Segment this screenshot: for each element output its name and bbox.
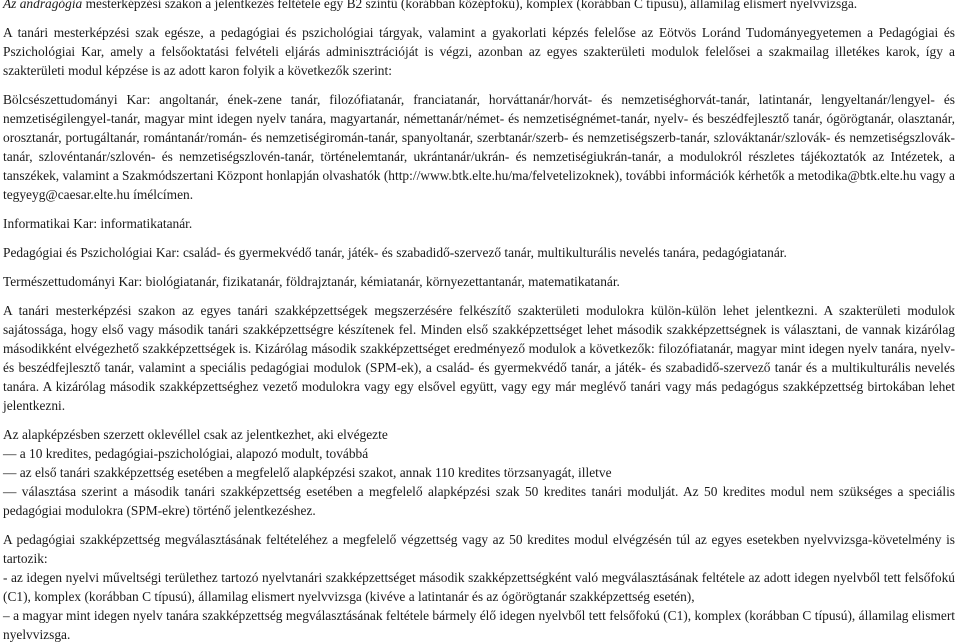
bachelor-item: — választása szerint a második tanári szakképzettség esetében a megfelelő alapképzési szak 50 kredites tanári modulját. Az 50 kredites modul nem szükséges a speciális pedagógiai modulokra (SPM-ekre) történő jelentkezéshez. — [3, 484, 955, 518]
language-lead: A pedagógiai szakképzettség megválasztásának feltételéhez a megfelelő végzettség vagy az 50 kredites modul elvégzésén túl az egyes esetekben nyelvvizsga-követelmény is tartozik: — [3, 532, 955, 566]
bachelor-item: — a 10 kredites, pedagógiai-pszichológiai, alapozó modult, továbbá — [3, 446, 369, 461]
bachelor-paragraph — [3, 425, 955, 520]
bachelor-item: — az első tanári szakképzettség esetében a megfelelő alapképzési szakot, annak 110 kredites törzsanyagát, illetve — [3, 465, 612, 480]
intro-term: Az andragógia — [3, 0, 83, 11]
ppk-paragraph: Pedagógiai és Pszichológiai Kar: család- és gyermekvédő tanár, játék- és szabadidő-szervező tanár, multikulturális nevelés tanára, pedagógiatanár. — [3, 245, 787, 260]
intro-paragraph — [3, 0, 955, 13]
ik-paragraph: Informatikai Kar: informatikatanár. — [3, 216, 193, 231]
language-item: – a magyar mint idegen nyelv tanára szakképzettség megválasztásának feltétele bármely élő idegen nyelvből tett felsőfokú (C1), komplex (korábban C típusú), államilag elismert nyelvvizsga. — [3, 608, 955, 642]
intro-text: mesterképzési szakon a jelentkezés feltétele egy B2 szintű (korábban középfokú), komplex (korábban C típusú), államilag elismert nyelvvizsga. — [82, 0, 858, 11]
btk-paragraph: Bölcsészettudományi Kar: angoltanár, ének-zene tanár, filozófiatanár, franciatanár, horváttanár/horvát- és nemzetiséghorvát-tanár, latintanár, lengyeltanár/lengyel- és nemzetiségilengyel-tanár, magyar mint idegen nyelv tanára, magyartanár, némettanár/német- és nemzetiségnémet-tanár, nyelv- és beszédfejlesztő tanár, ógörögtanár, olasztanár, orosztanár, portugáltanár, romántanár/román- és nemzetiségiromán-tanár, spanyoltanár, szerbtanár/szerb- és nemzetiségszerb-tanár, szlováktanár/szlovák- és nemzetiségszlovák-tanár, szlovéntanár/szlovén- és nemzetiségszlovén-tanár, történelemtanár, ukrántanár/ukrán- és nemzetiségiukrán-tanár, a modulokról részletes tájékoztatók az Intézetek, a tanszékek, valamint a Szakmódszertani Központ honlapján olvashatók (http://www.btk.elte.hu/ma/felvetelizoknek), további információk kérhetők a metodika@btk.elte.hu vagy a tegyeyg@caesar.elte.hu ímélcímen. — [3, 92, 955, 202]
language-item: - az idegen nyelvi műveltségi területhez tartozó nyelvtanári szakképzettséget második szakképzettségként való megválasztásának feltétele az adott idegen nyelvből tett felsőfokú (C1), komplex (korábban C típusú), államilag elismert nyelvvizsga (kivéve a latintanár és az ógörögtanár szakképzettség esetén), — [3, 570, 955, 604]
overview-paragraph: A tanári mesterképzési szak egésze, a pedagógiai és pszichológiai tárgyak, valamint a gyakorlati képzés felelőse az Eötvös Loránd Tudományegyetemen a Pedagógiai és Pszichológiai Kar, amely a felsőoktatási felvételi eljárás adminisztrációját is végzi, azonban az egyes szakterületi modulok felelősei a szakmailag illetékes karok, így a szakterületi modul képzése is az adott karon folyik a következők szerint: — [3, 25, 955, 78]
bachelor-lead: Az alapképzésben szerzett oklevéllel csak az jelentkezhet, aki elvégezte — [3, 427, 388, 442]
ttk-paragraph: Természettudományi Kar: biológiatanár, fizikatanár, földrajztanár, kémiatanár, környezettantanár, matematikatanár. — [3, 274, 620, 289]
language-paragraph — [3, 530, 955, 644]
document-page — [3, 0, 955, 644]
modules-paragraph: A tanári mesterképzési szakon az egyes tanári szakképzettségek megszerzésére felkészítő szakterületi modulokra külön-külön lehet jelentkezni. A szakterületi modulok sajátossága, hogy első vagy második tanári szakképzettségre készítenek fel. Minden első szakképzettséget lehet második szakképzettségnek is választani, de vannak kizárólag másodikként elvégezhető szakképzettségek is. Kizárólag második szakképzettséget eredményező modulok a következők: filozófiatanár, magyar mint idegen nyelv tanára, nyelv- és beszédfejlesztő tanár, valamint a speciális pedagógiai modulok (SPM-ek), a család- és gyermekvédő tanár, a játék- és szabadidő-szervező tanár és a multikulturális nevelés tanára. A kizárólag második szakképzettséghez vezető modulokra vagy egy elsővel együtt, vagy egy már meglévő tanári vagy más pedagógus szakképzettség birtokában lehet jelentkezni. — [3, 303, 955, 413]
